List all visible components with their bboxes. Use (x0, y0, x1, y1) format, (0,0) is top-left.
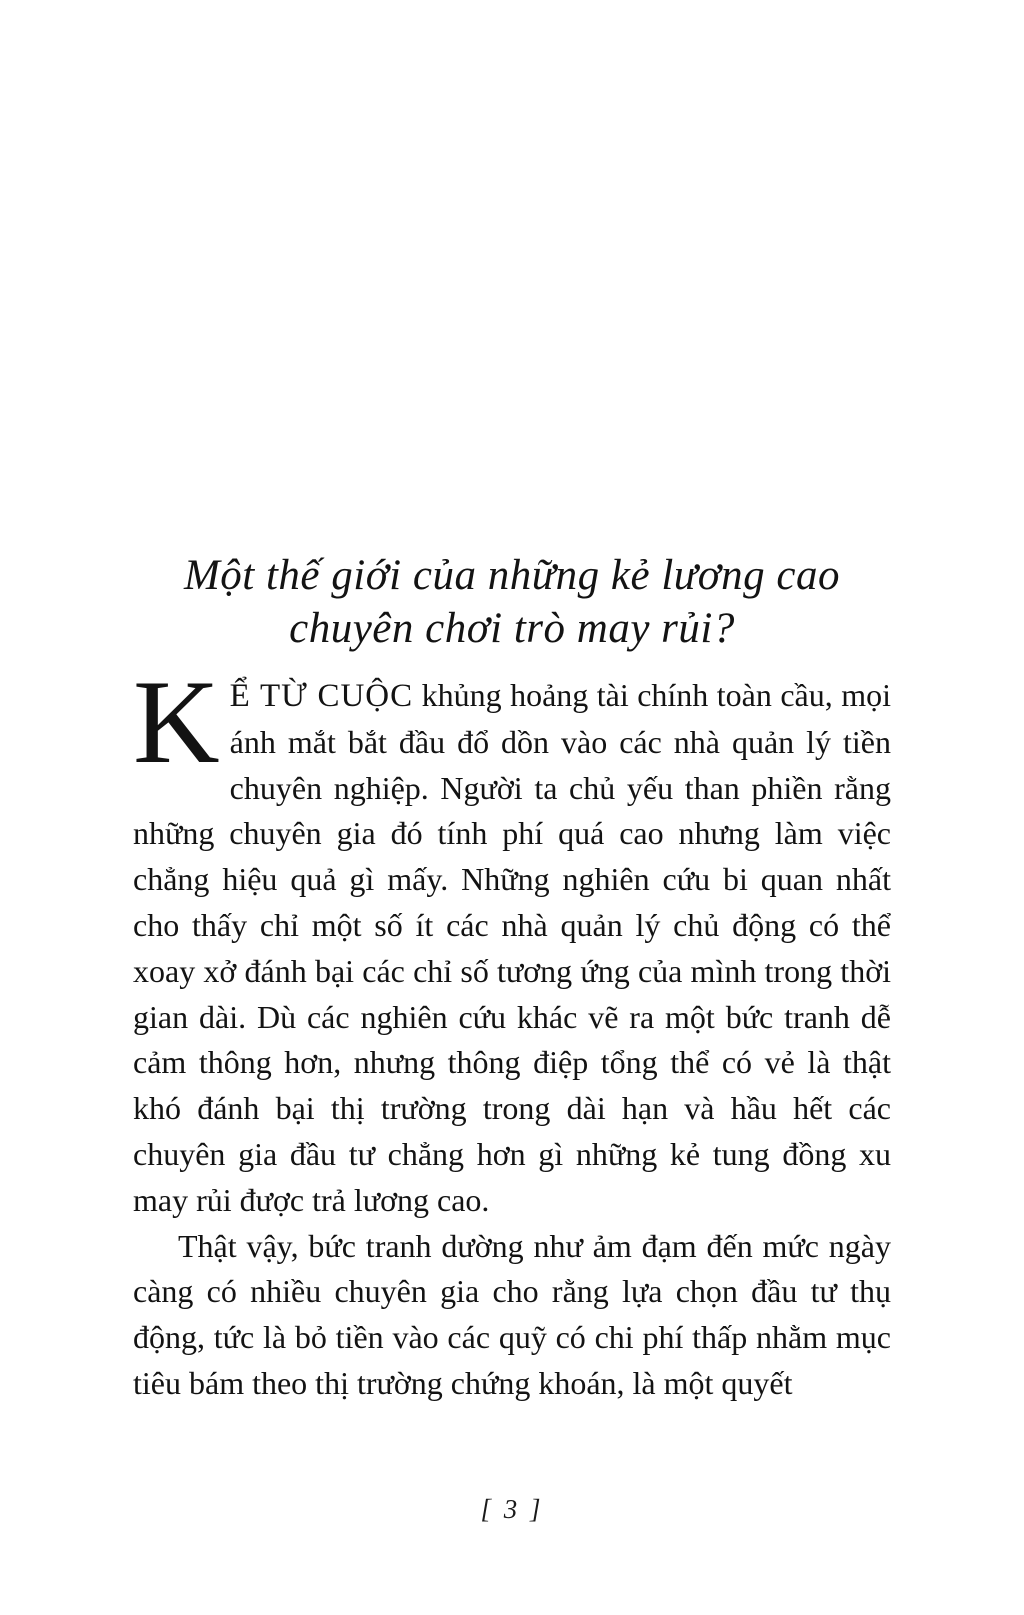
paragraph-1-text: khủng hoảng tài chính toàn cầu, mọi ánh mắt bắt đầu đổ dồn vào các nhà quản lý tiền chuyên nghiệp. Người ta chủ yếu than phiền rằng những chuyên gia đó tính phí quá cao nhưng làm việc chẳng hiệu quả gì mấy. Những nghiên cứu bi quan nhất cho thấy chỉ một số ít các nhà quản lý chủ động có thể xoay xở đánh bại các chỉ số tương ứng của mình trong thời gian dài. Dù các nghiên cứu khác vẽ ra một bức tranh dễ cảm thông hơn, nhưng thông điệp tổng thể có vẻ là thật khó đánh bại thị trường trong dài hạn và hầu hết các chuyên gia đầu tư chẳng hơn gì những kẻ tung đồng xu may rủi được trả lương cao. (133, 677, 892, 1218)
chapter-heading (133, 549, 891, 655)
paragraph-1 (133, 655, 892, 1224)
leadin-caps: Ể TỪ CUỘC (229, 678, 414, 714)
dropcap-letter: K (133, 655, 220, 788)
chapter-heading-line2: chuyên chơi trò may rủi? (289, 605, 735, 652)
chapter-heading-line1: Một thế giới của những kẻ lương cao (183, 552, 841, 599)
paragraph-2: Thật vậy, bức tranh dường như ảm đạm đến mức ngày càng có nhiều chuyên gia cho rằng lựa chọn đầu tư thụ động, tức là bỏ tiền vào các quỹ có chi phí thấp nhằm mục tiêu bám theo thị trường chứng khoán, là một quyết (133, 1227, 891, 1401)
page-number: [ 3 ] (480, 1494, 544, 1524)
text-block (133, 549, 891, 1407)
